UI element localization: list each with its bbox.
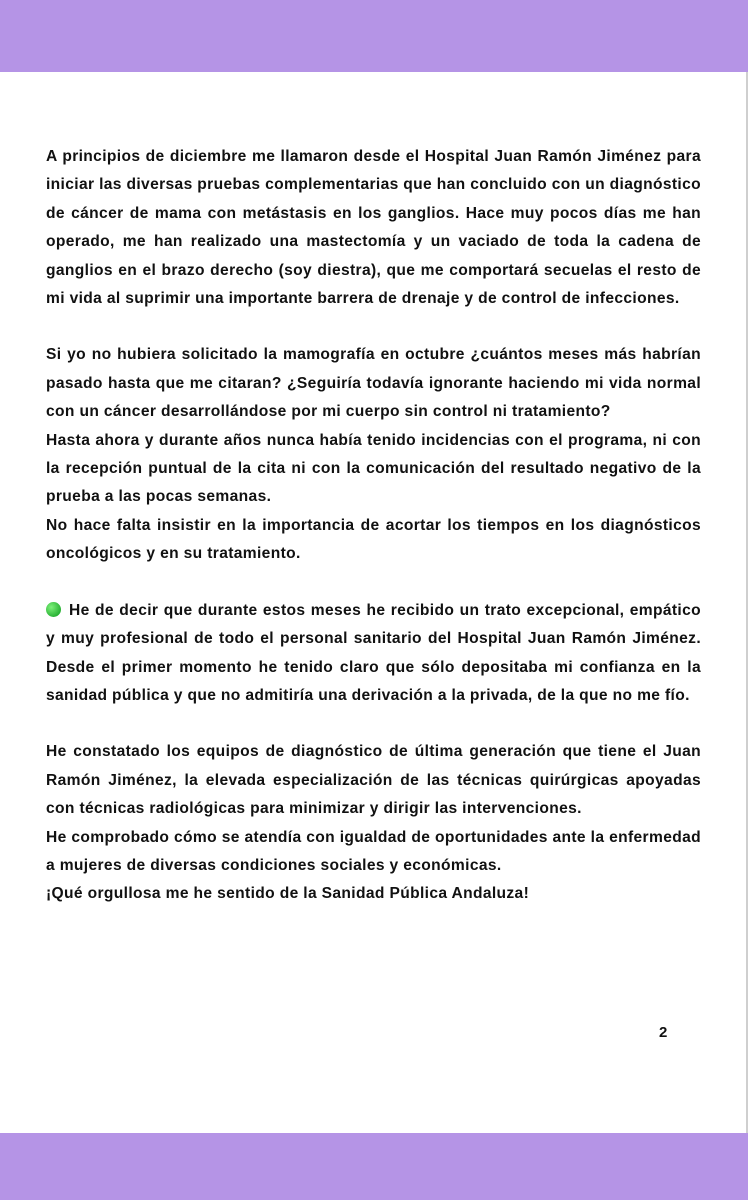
paragraph-equipment: He constatado los equipos de diagnóstico de última generación que tiene el Juan Ramón Jiménez, la elevada especialización de las técnicas quirúrgicas apoyadas con técnicas radiológicas para minimizar y dirigir las intervenciones. (46, 743, 701, 818)
paragraph-diagnosis: A principios de diciembre me llamaron desde el Hospital Juan Ramón Jiménez para iniciar las diversas pruebas complementarias que han concluido con un diagnóstico de cáncer de mama con metástasis en los ganglios. Hace muy pocos días me han operado, me han realizado una mastectomía y un vaciado de toda la cadena de ganglios en el brazo derecho (soy diestra), que me comportará secuelas el resto de mi vida al suprimir una importante barrera de drenaje y de control de infecciones. (46, 148, 701, 308)
paragraph-questions: Si yo no hubiera solicitado la mamografía en octubre ¿cuántos meses más habrían pasado hasta que me citaran? ¿Seguiría todavía ignorante haciendo mi vida normal con un cáncer desarrollándose por mi cuerpo sin control ni tratamiento? (46, 346, 701, 421)
document-body (46, 143, 701, 909)
page-number: 2 (659, 1024, 668, 1041)
paragraph-importance: No hace falta insistir en la importancia de acortar los tiempos en los diagnósticos oncológicos y en su tratamiento. (46, 516, 701, 563)
paragraph-equality: He comprobado cómo se atendía con igualdad de oportunidades ante la enfermedad a mujeres de diversas condiciones sociales y económicas. (46, 828, 701, 874)
top-color-band (0, 0, 748, 72)
green-dot-icon (46, 602, 61, 617)
paragraph-pride: ¡Qué orgullosa me he sentido de la Sanidad Pública Andaluza! (46, 885, 530, 903)
paragraph-history: Hasta ahora y durante años nunca había tenido incidencias con el programa, ni con la recepción puntual de la cita ni con la comunicación del resultado negativo de la prueba a las pocas semanas. (46, 431, 701, 506)
bottom-color-band (0, 1133, 748, 1200)
paragraph-treatment (46, 597, 701, 711)
paragraph-treatment-text: He de decir que durante estos meses he recibido un trato excepcional, empático y muy profesional de todo el personal sanitario del Hospital Juan Ramón Jiménez. Desde el primer momento he tenido claro que sólo depositaba mi confianza en la sanidad pública y que no admitiría una derivación a la privada, de la que no me fío. (46, 601, 701, 704)
